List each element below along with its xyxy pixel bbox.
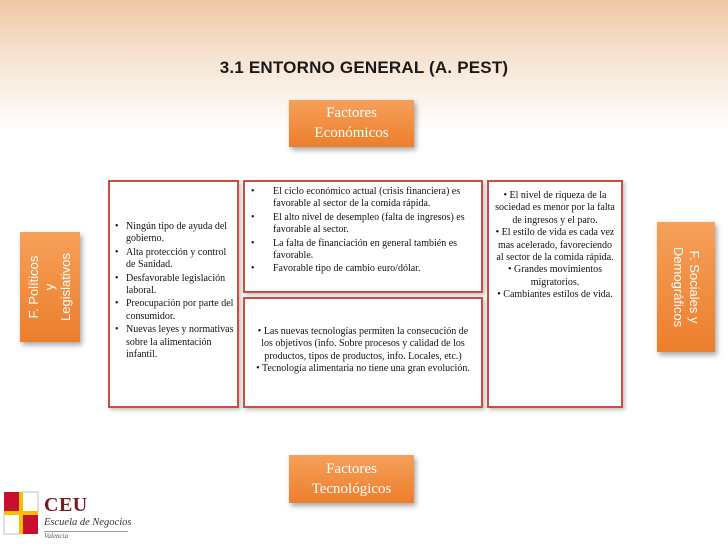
list-item: • Desfavorable legislación laboral. <box>114 273 234 298</box>
economic-factors-box <box>289 100 414 147</box>
economic-factors-label: Factores Económicos <box>314 105 389 141</box>
list-item: • Grandes movimientos migratorios. <box>494 264 616 289</box>
list-item: • Alta protección y control de Sanidad. <box>114 247 234 272</box>
list-item: • La falta de financiación en general también es favorable. <box>249 238 477 263</box>
list-item: • Nuevas leyes y normativas sobre la alimentación infantil. <box>114 324 234 361</box>
economic-list <box>249 186 477 276</box>
arrow-right-shape <box>80 262 108 310</box>
political-factors-label: F. Políticos y Legislativos <box>26 253 73 321</box>
political-factors-box <box>20 232 80 342</box>
logo-city: Valencia <box>44 532 69 540</box>
arrow-up-shape <box>345 425 386 455</box>
social-box <box>487 180 623 408</box>
list-item: • Favorable tipo de cambio euro/dólar. <box>249 263 477 275</box>
arrow-left-shape <box>626 262 657 310</box>
logo-brand: CEU <box>44 494 88 516</box>
list-item: • El estilo de vida es cada vez mas acelerado, favoreciendo al sector de la comida rápida. <box>494 227 616 264</box>
technological-box <box>243 297 483 408</box>
list-item: • El nivel de riqueza de la sociedad es menor por la falta de ingresos y el paro. <box>494 190 616 227</box>
technological-factors-label: Factores Tecnológicos <box>311 461 392 497</box>
political-list <box>114 221 234 361</box>
logo-subtitle: Escuela de Negocios <box>44 517 132 528</box>
list-item: • Las nuevas tecnologías permiten la consecución de los objetivos (info. Sobre procesos y calidad de los productos, tipos de productos, info. Locales, etc.) <box>253 326 473 363</box>
list-item: • Ningún tipo de ayuda del gobierno. <box>114 221 234 246</box>
list-item: • Preocupación por parte del consumidor. <box>114 298 234 323</box>
technological-factors-box <box>289 455 414 503</box>
social-factors-label: F. Sociales y Demográficos <box>671 246 703 328</box>
list-item: • El alto nivel de desempleo (falta de ingresos) es favorable al sector. <box>249 212 477 237</box>
ceu-emblem-icon <box>4 492 40 536</box>
technological-list <box>253 326 473 376</box>
list-item: • El ciclo económico actual (crisis financiera) es favorable al sector de la comida rápida. <box>249 186 477 211</box>
list-item: • Cambiantes estilos de vida. <box>494 289 616 301</box>
economic-box <box>243 180 483 293</box>
arrow-down-shape <box>345 147 386 178</box>
political-box <box>108 180 239 408</box>
slide-title: 3.1 ENTORNO GENERAL (A. PEST) <box>219 58 509 77</box>
social-list <box>494 190 616 302</box>
list-item: • Tecnología alimentaria no tiene una gran evolución. <box>253 363 473 375</box>
social-factors-box <box>657 222 715 352</box>
